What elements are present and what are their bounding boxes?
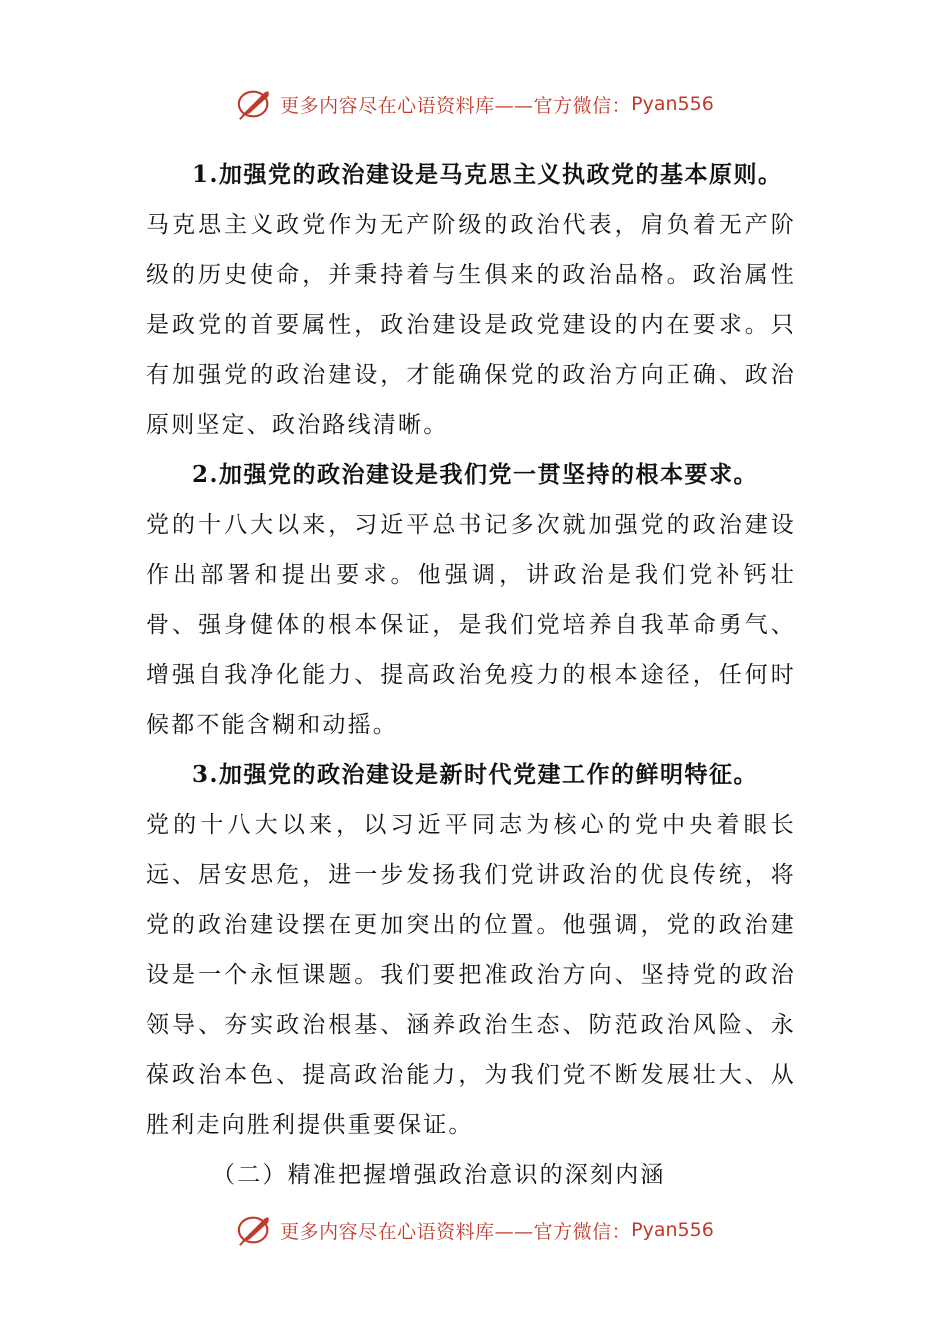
watermark-wechat-id: Pyan556 — [631, 1219, 714, 1241]
watermark-text: 更多内容尽在心语资料库——官方微信： — [280, 94, 632, 117]
watermark-text: 更多内容尽在心语资料库——官方微信： — [280, 1220, 632, 1243]
watermark-header — [0, 82, 950, 126]
section-1-body: 马克思主义政党作为无产阶级的政治代表，肩负着无产阶级的历史使命，并秉持着与生俱来的政治品格。政治属性是政党的首要属性，政治建设是政党建设的内在要求。只有加强党的政治建设，才能确保党的政治方向正确、政治原则坚定、政治路线清晰。 — [146, 212, 796, 438]
section-1-lead: 1.加强党的政治建设是马克思主义执政党的基本原则。 — [192, 161, 783, 188]
section-2-lead: 2.加强党的政治建设是我们党一贯坚持的根本要求。 — [192, 461, 759, 488]
feather-pen-logo-icon — [236, 85, 274, 123]
section-1 — [146, 150, 796, 450]
watermark-footer — [0, 1208, 950, 1252]
section-3-lead: 3.加强党的政治建设是新时代党建工作的鲜明特征。 — [192, 761, 759, 788]
section-2 — [146, 450, 796, 750]
section-3-body: 党的十八大以来，以习近平同志为核心的党中央着眼长远、居安思危，进一步发扬我们党讲政治的优良传统，将党的政治建设摆在更加突出的位置。他强调，党的政治建设是一个永恒课题。我们要把准政治方向、坚持党的政治领导、夯实政治根基、涵养政治生态、防范政治风险、永葆政治本色、提高政治能力，为我们党不断发展壮大、从胜利走向胜利提供重要保证。 — [146, 812, 796, 1138]
watermark-wechat-id: Pyan556 — [631, 93, 714, 115]
document-body — [146, 150, 796, 1200]
subheading: （二）精准把握增强政治意识的深刻内涵 — [212, 1162, 666, 1188]
section-2-body: 党的十八大以来，习近平总书记多次就加强党的政治建设作出部署和提出要求。他强调，讲政治是我们党补钙壮骨、强身健体的根本保证，是我们党培养自我革命勇气、增强自我净化能力、提高政治免疫力的根本途径，任何时候都不能含糊和动摇。 — [146, 512, 796, 738]
feather-pen-logo-icon — [236, 1211, 274, 1249]
section-3 — [146, 750, 796, 1150]
